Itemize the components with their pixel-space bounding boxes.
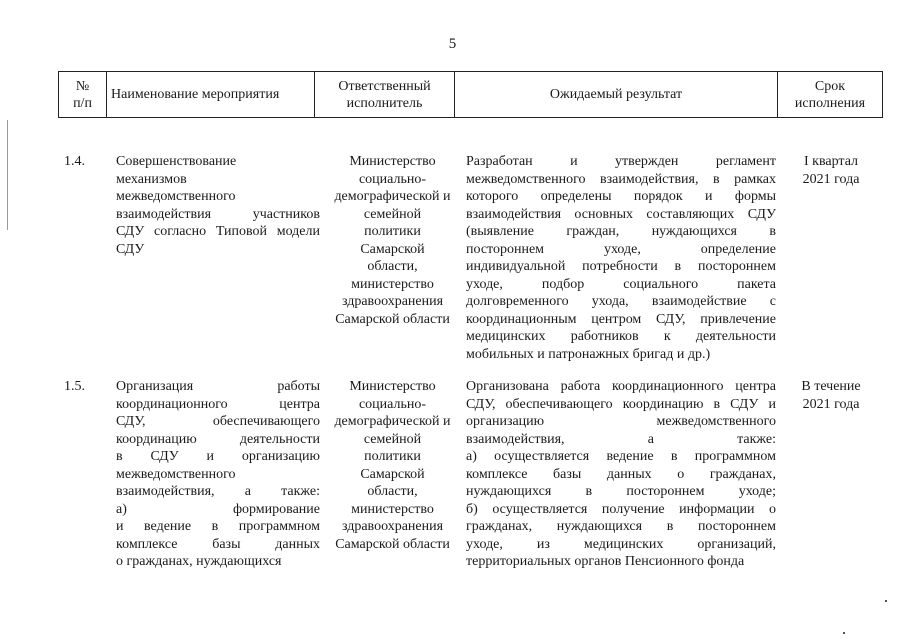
text-line: взаимодействия, а также: [466,431,776,447]
text-line: I квартал [803,154,859,169]
text-line: семейной [363,206,422,222]
text-line: Организована работа координационного центра [466,379,776,394]
header-term: Срок исполнения [778,72,883,118]
scan-artifact-dot [843,632,845,634]
table-header [58,71,883,118]
text-line: Самарской области [335,311,450,327]
text-line: и ведение в программном [116,519,320,534]
text-line: СДУ, обеспечивающего координацию в СДУ и [466,396,776,412]
scan-artifact-line [7,120,8,230]
row-term [790,153,872,188]
text-line: В течение [801,379,861,394]
text-line: межведомственного [116,189,236,204]
row-responsible [326,153,459,328]
header-responsible: Ответственный исполнитель [315,72,455,118]
text-line: политики [364,224,421,239]
text-line: межведомственного [116,466,236,482]
text-line: министерство [351,501,434,517]
text-line: семейной [363,431,422,447]
scan-artifact-dot [885,600,887,602]
text-line: мобильных и патронажных бригад и др.) [466,346,711,362]
text-line: 2021 года [802,396,860,412]
text-line: Самарской [360,241,425,257]
text-line: СДУ согласно Типовой модели [116,224,320,239]
text-line: Разработан и утвержден регламент [466,154,776,169]
text-line: индивидуальной потребности в постороннем [466,259,776,274]
text-line: которого определены порядок и формы [466,189,776,204]
text-line: Организация работы [116,379,320,394]
header-result: Ожидаемый результат [455,72,778,118]
page-number: 5 [448,36,457,52]
text-line: здравоохранения [341,519,444,534]
text-line: комплексе базы данных [116,536,320,552]
text-line: Совершенствование [116,154,237,169]
text-line: взаимодействия основных составляющих СДУ [466,206,776,222]
text-line: а) формирование [116,501,320,517]
text-line: медицинских работников к деятельности [466,329,776,344]
text-line: 2021 года [802,171,860,187]
header-name: Наименование мероприятия [107,72,315,118]
text-line: уходе, подбор социального пакета [466,276,776,292]
text-line: организацию межведомственного [466,414,776,429]
text-line: социально- [358,171,427,187]
text-line: министерство [351,276,434,292]
text-line: координационного центра [116,396,320,412]
text-line: области, [367,259,418,274]
text-line: территориальных органов Пенсионного фонда [466,554,745,569]
text-line: комплексе базы данных о гражданах, [466,466,776,482]
row-term [790,378,872,413]
text-line: б) осуществляется получение информации о [466,501,776,517]
row-responsible [326,378,459,553]
text-line: нуждающихся в постороннем уходе; [466,484,776,499]
text-line: долговременного ухода, взаимодействие с [466,294,776,309]
text-line: области, [367,484,418,499]
text-line: координацию деятельности [116,431,320,447]
table-header-row [59,72,883,118]
text-line: уходе, из медицинских организаций, [466,536,776,552]
text-line: Министерство [349,154,436,169]
text-line: а) осуществляется ведение в программном [466,449,776,464]
text-line: СДУ, обеспечивающего [116,414,320,429]
text-line: взаимодействия, а также: [116,484,320,499]
row-result [466,153,776,363]
text-line: межведомственного взаимодействия, в рамках [466,171,776,187]
text-line: здравоохранения [341,294,444,309]
text-line: Самарской области [335,536,450,552]
text-line: СДУ [116,241,145,257]
row-number: 1.4. [64,154,85,169]
text-line: постороннем уходе, определение [466,241,776,257]
row-result [466,378,776,571]
row-name [116,378,320,571]
text-line: механизмов [116,171,187,187]
text-line: Министерство [349,379,436,394]
text-line: демографической и [334,189,451,204]
row-name [116,153,320,258]
text-line: демографической и [334,414,451,429]
header-num: № п/п [59,72,107,118]
row-number: 1.5. [64,379,85,394]
text-line: взаимодействия участников [116,206,320,222]
text-line: в СДУ и организацию [116,449,320,464]
text-line: политики [364,449,421,464]
text-line: о гражданах, нуждающихся [116,554,282,569]
text-line: гражданах, нуждающихся в постороннем [466,519,776,534]
text-line: Самарской [360,466,425,482]
text-line: (выявление граждан, нуждающихся в [466,224,776,239]
text-line: социально- [358,396,427,412]
text-line: координационным центром СДУ, привлечение [466,311,776,327]
